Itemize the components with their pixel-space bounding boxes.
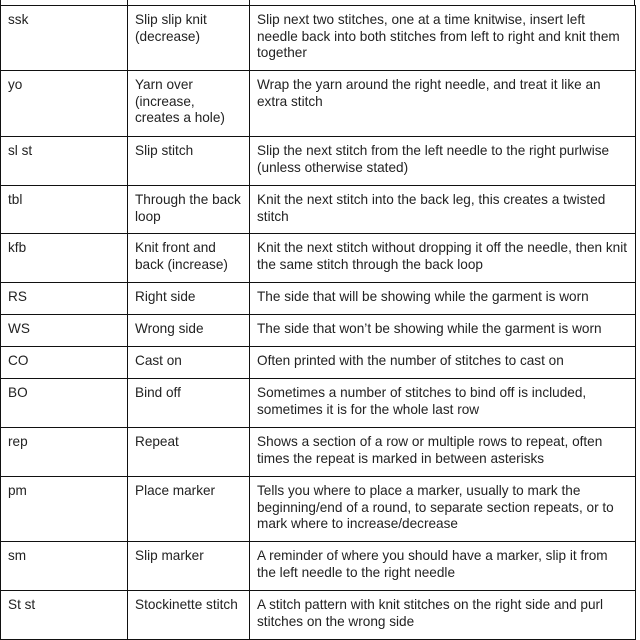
abbreviation-cell: ssk — [1, 6, 128, 71]
table-row — [1, 71, 636, 137]
abbreviation-cell: yo — [1, 71, 128, 137]
description-cell: Sometimes a number of stitches to bind off is included, sometimes it is for the whole last row — [250, 379, 636, 428]
meaning-cell: Right side — [128, 283, 250, 315]
description-cell: A stitch pattern with knit stitches on the right side and purl stitches on the wrong side — [250, 591, 636, 640]
abbreviation-cell: pm — [1, 477, 128, 542]
meaning-cell: Slip stitch — [128, 137, 250, 186]
table-row — [1, 315, 636, 347]
description-cell: Tells you where to place a marker, usually to mark the beginning/end of a round, to separate section repeats, or to mark where to increase/decrease — [250, 477, 636, 542]
knitting-abbreviations-table — [0, 5, 636, 640]
abbreviation-cell: tbl — [1, 186, 128, 234]
table-row — [1, 477, 636, 542]
abbreviation-cell: rep — [1, 428, 128, 477]
description-cell: Often printed with the number of stitches to cast on — [250, 347, 636, 379]
table-row — [1, 283, 636, 315]
abbreviation-cell: St st — [1, 591, 128, 640]
table-row — [1, 347, 636, 379]
description-cell: The side that won’t be showing while the garment is worn — [250, 315, 636, 347]
abbreviation-cell: WS — [1, 315, 128, 347]
abbreviation-cell: sl st — [1, 137, 128, 186]
table-row — [1, 591, 636, 640]
description-cell: Knit the next stitch into the back leg, this creates a twisted stitch — [250, 186, 636, 234]
description-cell: The side that will be showing while the garment is worn — [250, 283, 636, 315]
meaning-cell: Through the back loop — [128, 186, 250, 234]
abbreviations-table — [0, 5, 636, 640]
table-row — [1, 428, 636, 477]
description-cell: Shows a section of a row or multiple rows to repeat, often times the repeat is marked in between asterisks — [250, 428, 636, 477]
description-cell: Slip the next stitch from the left needle to the right purlwise (unless otherwise stated) — [250, 137, 636, 186]
table-row — [1, 542, 636, 591]
description-cell: Slip next two stitches, one at a time knitwise, insert left needle back into both stitches from left to right and knit them together — [250, 6, 636, 71]
meaning-cell: Cast on — [128, 347, 250, 379]
meaning-cell: Slip slip knit (decrease) — [128, 6, 250, 71]
table-row — [1, 137, 636, 186]
abbreviation-cell: RS — [1, 283, 128, 315]
meaning-cell: Knit front and back (increase) — [128, 234, 250, 283]
description-cell: Wrap the yarn around the right needle, and treat it like an extra stitch — [250, 71, 636, 137]
table-row — [1, 234, 636, 283]
abbreviation-cell: kfb — [1, 234, 128, 283]
description-cell: A reminder of where you should have a marker, slip it from the left needle to the right needle — [250, 542, 636, 591]
meaning-cell: Place marker — [128, 477, 250, 542]
meaning-cell: Bind off — [128, 379, 250, 428]
meaning-cell: Repeat — [128, 428, 250, 477]
description-cell: Knit the next stitch without dropping it off the needle, then knit the same stitch through the back loop — [250, 234, 636, 283]
abbreviation-cell: BO — [1, 379, 128, 428]
table-row — [1, 6, 636, 71]
abbreviation-cell: sm — [1, 542, 128, 591]
table-body — [1, 6, 636, 640]
table-row — [1, 186, 636, 234]
abbreviation-cell: CO — [1, 347, 128, 379]
meaning-cell: Stockinette stitch — [128, 591, 250, 640]
table-row — [1, 379, 636, 428]
meaning-cell: Slip marker — [128, 542, 250, 591]
meaning-cell: Wrong side — [128, 315, 250, 347]
meaning-cell: Yarn over (increase, creates a hole) — [128, 71, 250, 137]
